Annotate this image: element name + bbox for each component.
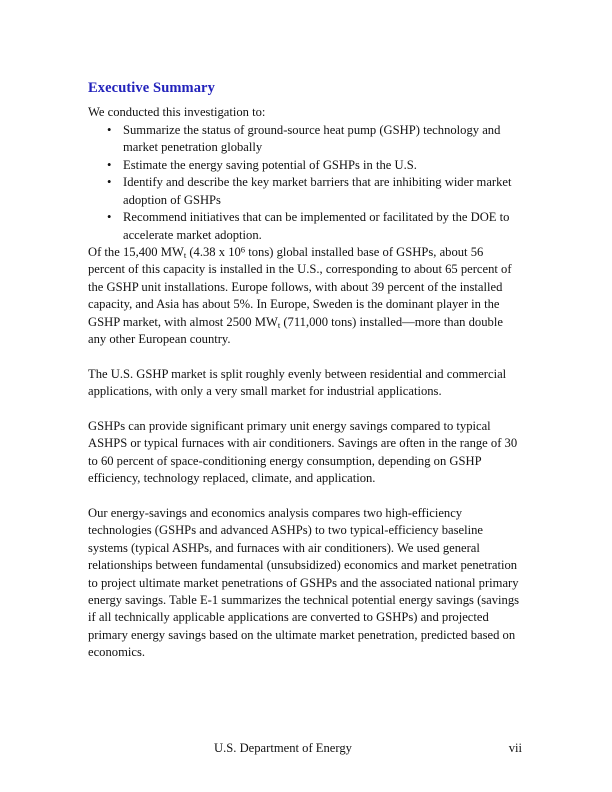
page-title: Executive Summary (88, 80, 215, 96)
footer-organization: U.S. Department of Energy (214, 741, 352, 755)
bullet-icon: • (107, 123, 112, 138)
footer-page-number: vii (508, 741, 522, 755)
bullet-icon: • (107, 210, 112, 225)
list-item (88, 174, 522, 209)
subscript-thermal: t (277, 319, 281, 330)
paragraph-installed-base (88, 244, 522, 348)
list-item (88, 209, 522, 244)
paragraph-text-segment: (4.38 x 10 (186, 244, 241, 259)
bullet-icon: • (107, 175, 112, 190)
superscript-exponent: 6 (240, 244, 246, 255)
objectives-list (88, 122, 522, 244)
paragraph-text-segment: (711,000 tons) installed—more than double any other European country. (88, 314, 503, 346)
list-item (88, 122, 522, 157)
list-item-label: Summarize the status of ground-source heat pump (GSHP) technology and market penetration globally (123, 123, 501, 155)
lead-in-text: We conducted this investigation to: (88, 104, 266, 119)
paragraph-market-split: The U.S. GSHP market is split roughly evenly between residential and commercial applications, with only a very small market for industrial applications. (88, 366, 507, 399)
list-item (88, 157, 522, 174)
paragraph-text-segment: Of the 15,400 MW (88, 244, 184, 259)
paragraph-text-segment: tons) global installed base of GSHPs, about 56 percent of this capacity is installed in the U.S., corresponding to about 65 percent of the GSHP unit installations. Europe follows, with about 39 percent of the installed capacity, and Asia has about 5%. In Europe, Sweden is the dominant player in the GSHP market, with almost 2500 MW (88, 244, 512, 329)
page-content (88, 80, 522, 662)
paragraph-energy-savings: GSHPs can provide significant primary unit energy savings compared to typical ASHPS or typical furnaces with air conditioners. Savings are often in the range of 30 to 60 percent of space-conditioning energy consumption, depending on GSHP efficiency, technology replaced, climate, and application. (88, 418, 518, 486)
list-item-label: Recommend initiatives that can be implemented or facilitated by the DOE to accelerate market adoption. (123, 210, 510, 242)
list-item-label: Estimate the energy saving potential of GSHPs in the U.S. (123, 157, 417, 172)
list-item-label: Identify and describe the key market barriers that are inhibiting wider market adoption of GSHPs (123, 175, 512, 207)
bullet-icon: • (107, 157, 112, 172)
paragraph-analysis-method: Our energy-savings and economics analysis compares two high-efficiency technologies (GSHPs and advanced ASHPs) to two typical-efficiency baseline systems (typical ASHPs, and furnaces with air conditioners). We used general relationships between fundamental (unsubsidized) economics and market penetration to project ultimate market penetrations of GSHPs and the associated national primary energy savings. Table E-1 summarizes the technical potential energy savings (savings if all technically applicable applications are converted to GSHPs) and projected primary energy savings based on the ultimate market penetration, predicted based on economics. (88, 505, 520, 660)
page-footer (88, 740, 522, 758)
subscript-thermal: t (183, 249, 187, 260)
